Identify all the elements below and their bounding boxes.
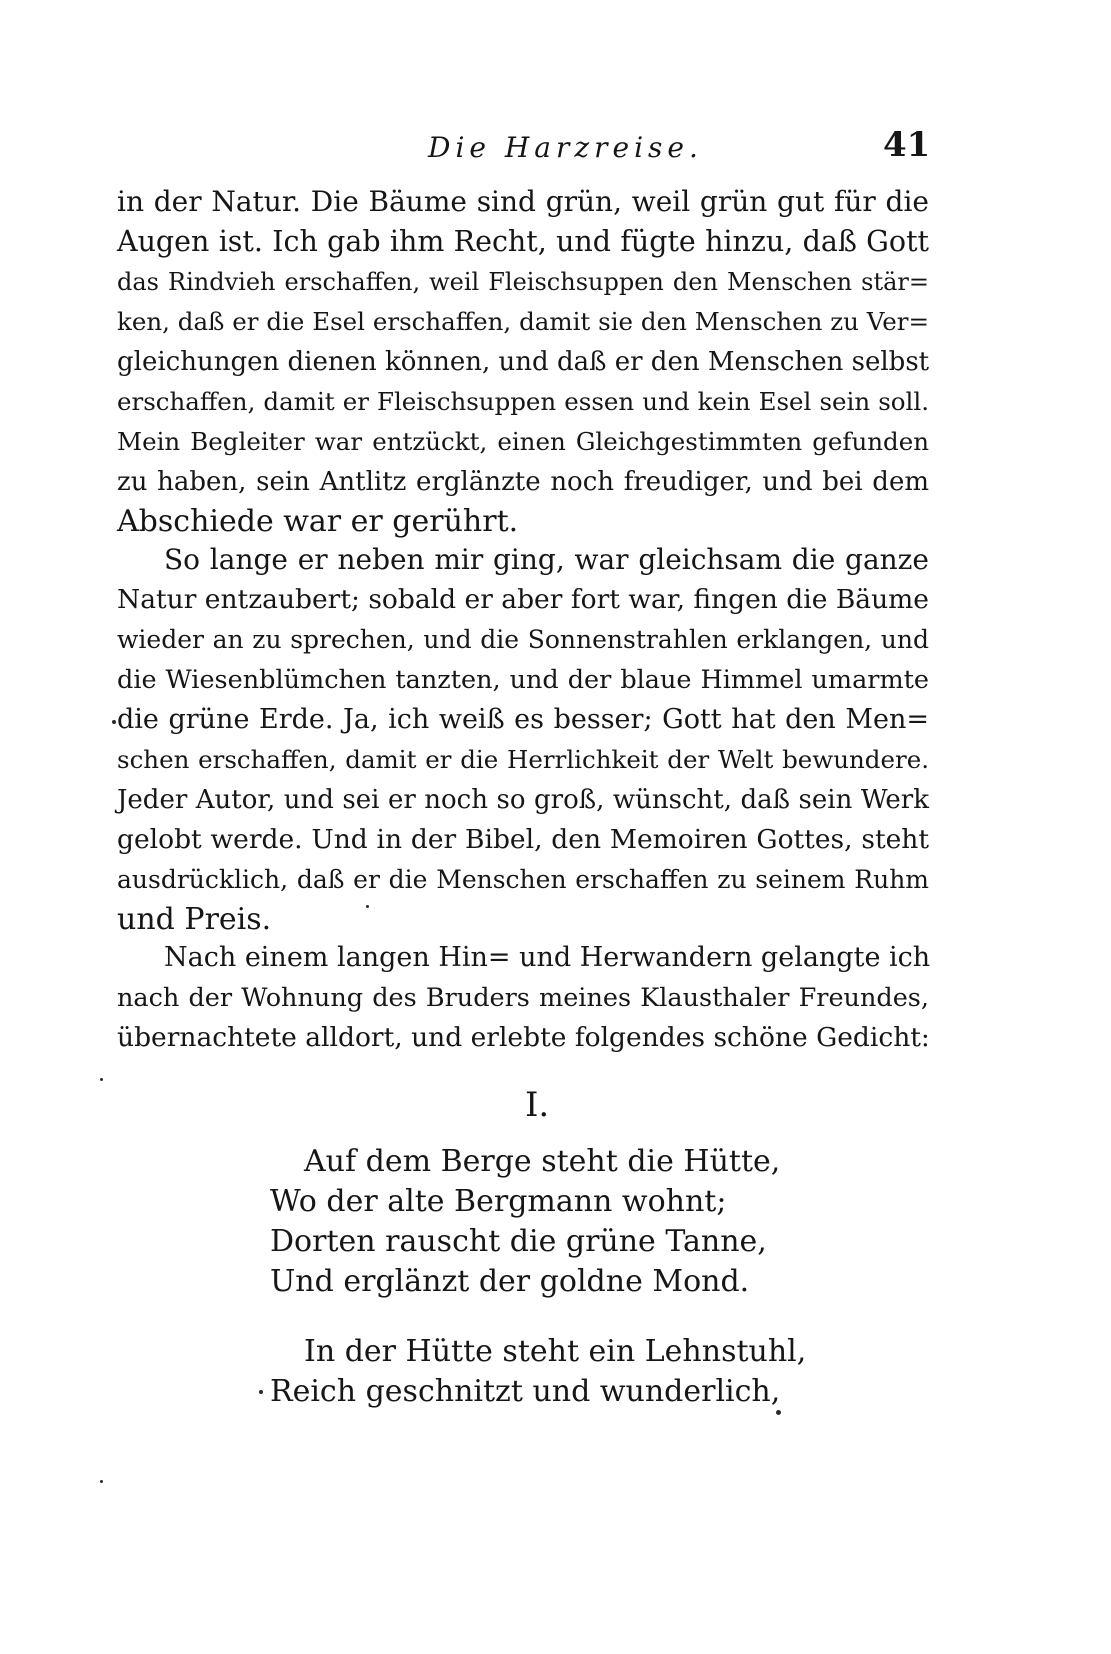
text-line: Nach einem langen Hin= und Herwandern gelangte ich [164, 942, 931, 973]
text-line: erschaffen, damit er Fleischsuppen essen und kein Esel sein soll. [117, 387, 929, 416]
scan-speck [366, 905, 369, 908]
verse-line: Reich geschnitzt und wunderlich, [270, 1374, 781, 1409]
scan-speck [100, 1078, 103, 1081]
text-line: die Wiesenblümchen tanzten, und der blaue Himmel umarmte [117, 665, 929, 695]
scan-speck [100, 1480, 103, 1483]
scan-speck [112, 720, 116, 724]
text-line: die grüne Erde. Ja, ich weiß es besser; Gott hat den Men= [117, 704, 929, 735]
text-line: ausdrücklich, daß er die Menschen erschaffen zu seinem Ruhm [117, 865, 929, 894]
text-line: ken, daß er die Esel erschaffen, damit sie den Menschen zu Ver= [117, 307, 929, 336]
text-line: So lange er neben mir ging, war gleichsam die ganze [164, 543, 929, 576]
text-line: Mein Begleiter war entzückt, einen Gleichgestimmten gefunden [117, 427, 929, 456]
text-line: das Rindvieh erschaffen, weil Fleischsuppen den Menschen stär= [117, 268, 929, 296]
running-header-title: Die Harzreise. [428, 131, 703, 164]
text-line: in der Natur. Die Bäume sind grün, weil grün gut für die [117, 185, 929, 218]
text-line: nach der Wohnung des Bruders meines Klausthaler Freundes, [117, 983, 929, 1013]
text-line: zu haben, sein Antlitz erglänzte noch freudiger, und bei dem [117, 467, 929, 497]
verse-line: Und erglänzt der goldne Mond. [270, 1264, 750, 1299]
poem-section-number: I. [525, 1085, 550, 1125]
text-line: Natur entzaubert; sobald er aber fort war, fingen die Bäume [117, 584, 929, 615]
verse-line: Wo der alte Bergmann wohnt; [270, 1184, 727, 1219]
text-line: gleichungen dienen können, und daß er den Menschen selbst [117, 347, 930, 377]
text-line: gelobt werde. Und in der Bibel, den Memoiren Gottes, steht [117, 824, 929, 855]
page-number: 41 [883, 125, 931, 165]
text-line: Abschiede war er gerührt. [117, 504, 519, 539]
scan-speck [776, 1410, 781, 1415]
text-line: Augen ist. Ich gab ihm Recht, und fügte hinzu, daß Gott [117, 225, 929, 258]
verse-line: Auf dem Berge steht die Hütte, [304, 1144, 781, 1179]
text-line: Jeder Autor, und sei er noch so groß, wünscht, daß sein Werk [117, 785, 929, 815]
verse-line: Dorten rauscht die grüne Tanne, [270, 1224, 767, 1259]
verse-line: In der Hütte steht ein Lehnstuhl, [304, 1334, 807, 1369]
scan-speck [259, 1390, 263, 1394]
text-line: übernachtete alldort, und erlebte folgendes schöne Gedicht: [117, 1022, 930, 1053]
text-line: schen erschaffen, damit er die Herrlichkeit der Welt bewundere. [117, 745, 929, 774]
text-line: und Preis. [117, 902, 272, 937]
text-line: wieder an zu sprechen, und die Sonnenstrahlen erklangen, und [117, 625, 929, 654]
